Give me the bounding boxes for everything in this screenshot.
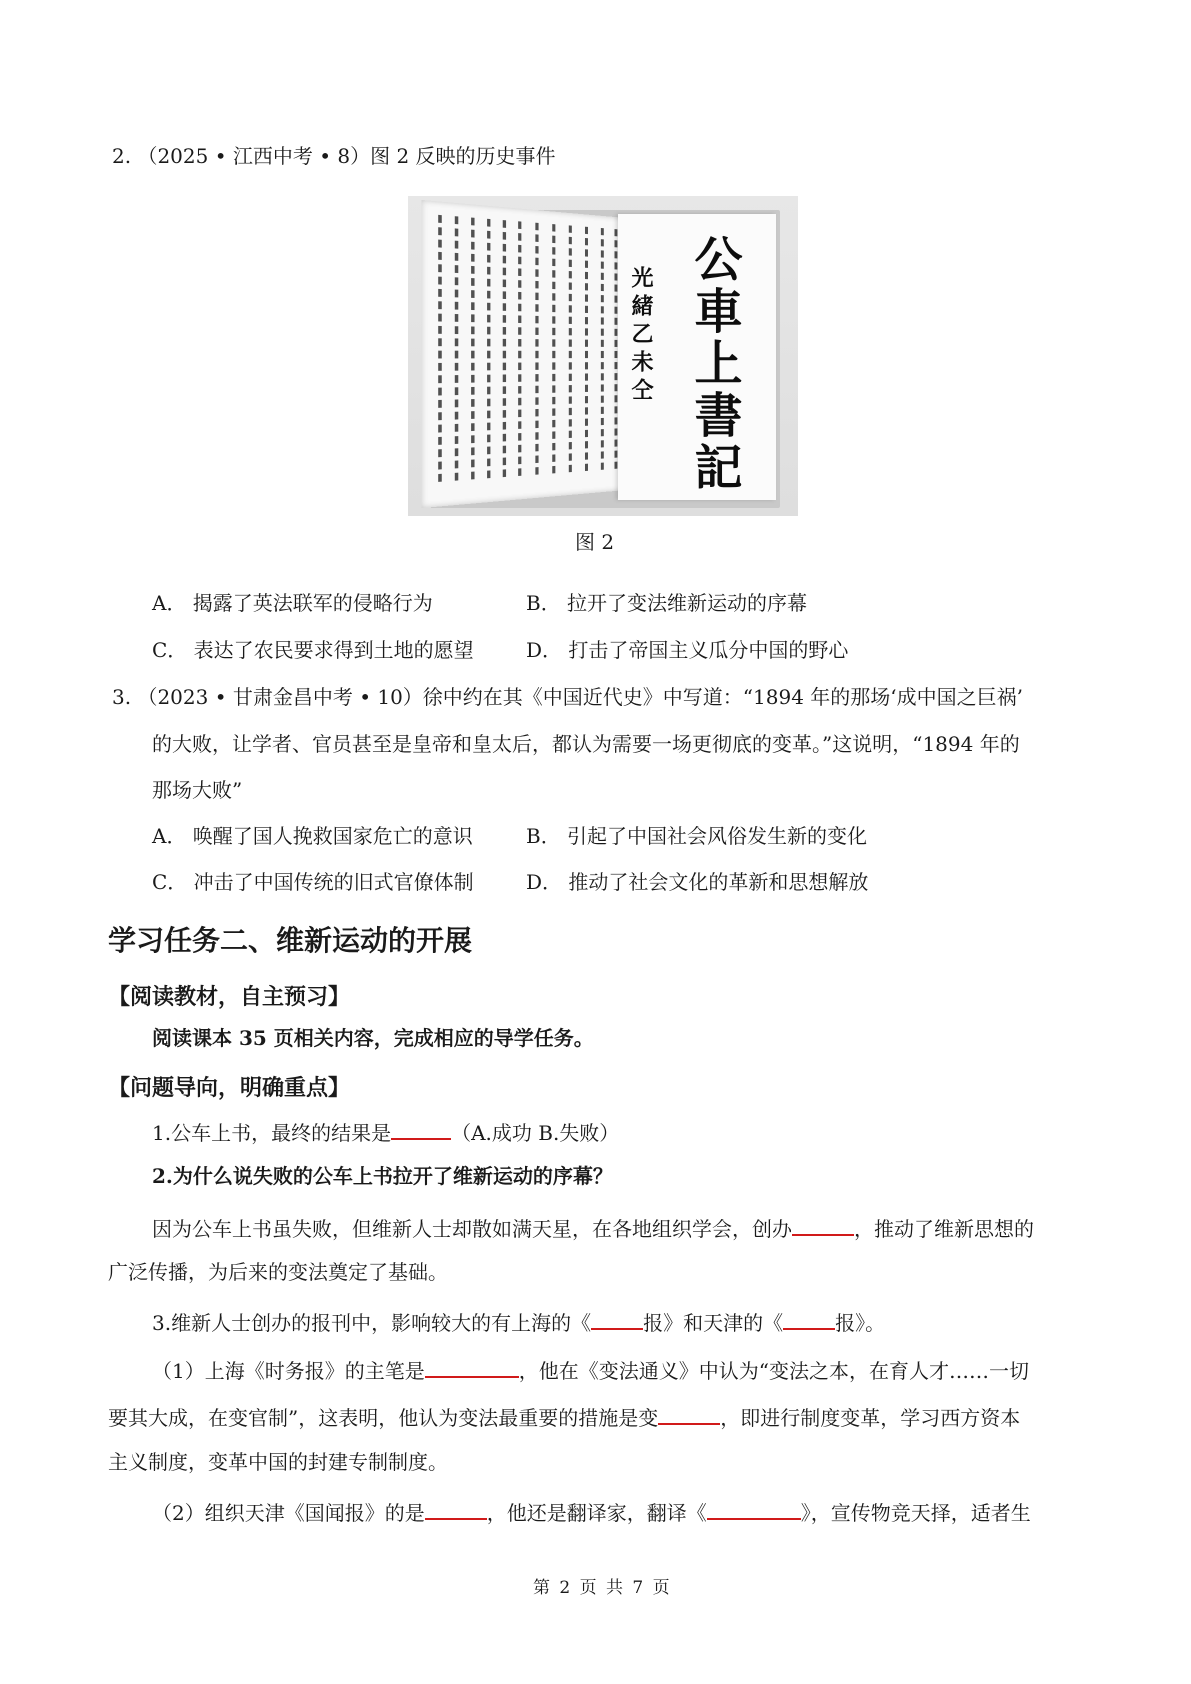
item-3	[152, 1310, 885, 1333]
item-2-line-1-end: ，推动了维新思想的	[854, 1217, 1034, 1241]
sub-1-line-1-end: ，他在《变法通义》中认为“变法之本，在育人才……一切	[518, 1359, 1029, 1383]
read-header: 【阅读教材，自主预习】	[108, 985, 351, 1010]
q2-option-a: A． 揭露了英法联军的侵略行为	[152, 591, 433, 615]
answer-blank[interactable]	[707, 1500, 801, 1520]
figure-side-text: 光緒乙未仝	[628, 266, 654, 406]
item-1	[152, 1120, 619, 1143]
item-3-text-mid: 报》和天津的《	[643, 1311, 784, 1335]
figure-gongche-shangshu-image	[408, 196, 798, 516]
figure-title-calligraphy: 公車上書記	[686, 234, 742, 494]
answer-blank[interactable]	[591, 1310, 643, 1330]
question-3-line-3: 那场大败”	[152, 778, 243, 802]
section-heading: 学习任务二、维新运动的开展	[108, 924, 473, 957]
sub-1-line-1-text: （1）上海《时务报》的主笔是	[152, 1359, 425, 1383]
q2-option-b: B． 拉开了变法维新运动的序幕	[526, 591, 808, 615]
answer-blank[interactable]	[425, 1358, 519, 1378]
q2-option-c: C． 表达了农民要求得到土地的愿望	[152, 638, 474, 662]
answer-blank[interactable]	[391, 1120, 451, 1140]
q3-option-c: C． 冲击了中国传统的旧式官僚体制	[152, 870, 474, 894]
answer-blank[interactable]	[658, 1405, 720, 1425]
q3-option-b: B． 引起了中国社会风俗发生新的变化	[526, 824, 868, 848]
sub-2-text-mid: ，他还是翻译家，翻译《	[486, 1501, 707, 1525]
item-3-text: 3.维新人士创办的报刊中，影响较大的有上海的《	[152, 1311, 592, 1335]
problem-header: 【问题导向，明确重点】	[108, 1076, 351, 1101]
q2-option-d: D． 打击了帝国主义瓜分中国的野心	[526, 638, 849, 662]
question-3-line-2: 的大败，让学者、官员甚至是皇帝和皇太后，都认为需要一场更彻底的变革。”这说明，“1894 年的	[152, 732, 1020, 756]
question-3-line-1: 3. （2023 • 甘肃金昌中考 • 10）徐中约在其《中国近代史》中写道：“1894 年的那场‘成中国之巨祸’	[112, 685, 1024, 709]
manuscript-panel	[421, 200, 626, 508]
sub-1-line-2-end: ，即进行制度变革，学习西方资本	[720, 1406, 1021, 1430]
item-1-options: （A.成功 B.失败）	[451, 1121, 620, 1145]
title-panel	[618, 214, 776, 500]
answer-blank[interactable]	[425, 1500, 487, 1520]
sub-1-line-2-text: 要其大成，在变官制”，这表明，他认为变法最重要的措施是变	[108, 1406, 659, 1430]
read-instruction: 阅读课本 35 页相关内容，完成相应的导学任务。	[152, 1026, 594, 1050]
page-footer: 第 2 页 共 7 页	[533, 1578, 672, 1598]
figure-caption: 图 2	[575, 530, 615, 554]
sub-1-line-2	[108, 1405, 1020, 1428]
item-3-text-end: 报》。	[835, 1311, 886, 1335]
item-2-line-1-text: 因为公车上书虽失败，但维新人士却散如满天星，在各地组织学会，创办	[152, 1217, 792, 1241]
sub-2-text: （2）组织天津《国闻报》的是	[152, 1501, 425, 1525]
item-2-line-2: 广泛传播，为后来的变法奠定了基础。	[108, 1260, 448, 1284]
item-1-text: 1.公车上书，最终的结果是	[152, 1121, 392, 1145]
sub-1-line-1	[152, 1358, 1029, 1381]
answer-blank[interactable]	[792, 1216, 854, 1236]
item-2-title: 2.为什么说失败的公车上书拉开了维新运动的序幕？	[152, 1164, 613, 1188]
sub-2-text-end: 》，宣传物竞天择，适者生	[800, 1501, 1031, 1525]
q3-option-a: A． 唤醒了国人挽救国家危亡的意识	[152, 824, 473, 848]
q3-option-d: D． 推动了社会文化的革新和思想解放	[526, 870, 869, 894]
answer-blank[interactable]	[783, 1310, 835, 1330]
question-2-stem: 2. （2025 • 江西中考 • 8）图 2 反映的历史事件	[112, 144, 556, 168]
sub-1-line-3: 主义制度，变革中国的封建专制制度。	[108, 1450, 448, 1474]
item-2-line-1	[152, 1216, 1034, 1239]
sub-2-line-1	[152, 1500, 1031, 1523]
